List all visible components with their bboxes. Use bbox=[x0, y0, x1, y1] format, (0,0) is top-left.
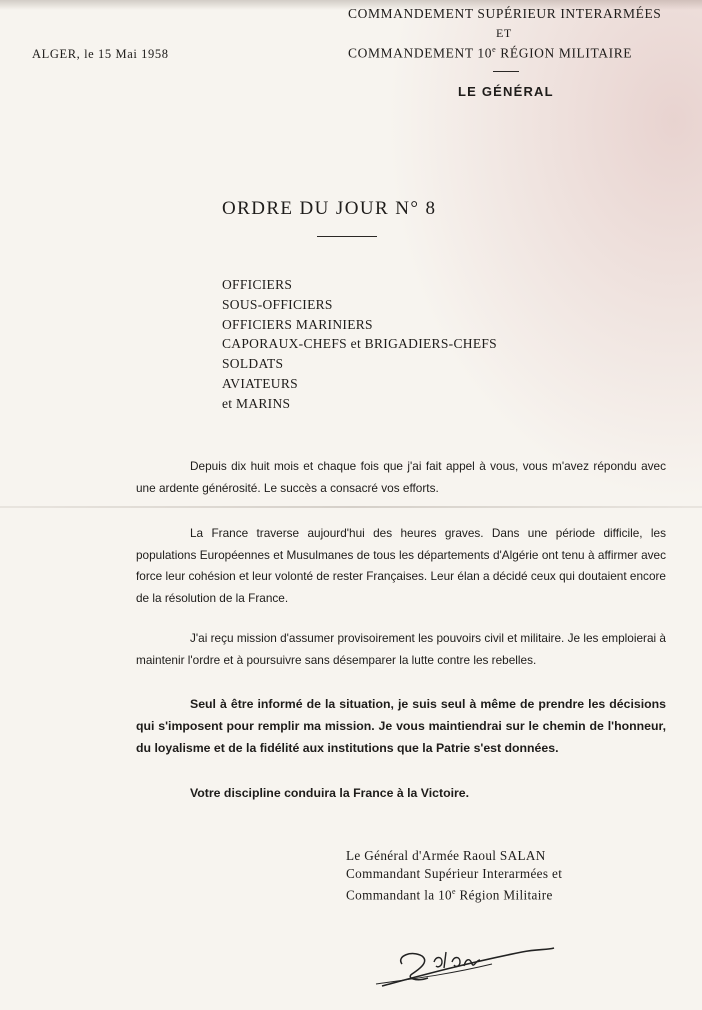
paragraph-3: J'ai reçu mission d'assumer provisoirement les pouvoirs civil et militaire. Je les emploierai à maintenir l'ordre et à poursuivre sans désemparer la lutte contre les rebelles. bbox=[136, 631, 666, 667]
signature-line-3-suffix: Région Militaire bbox=[455, 887, 553, 903]
command-line-1: COMMANDEMENT SUPÉRIEUR INTERARMÉES bbox=[348, 6, 662, 21]
addressee-item: AVIATEURS bbox=[222, 375, 298, 391]
le-general: LE GÉNÉRAL bbox=[458, 84, 554, 99]
addressee-item: OFFICIERS MARINIERS bbox=[222, 316, 373, 332]
paper-fold-line bbox=[0, 506, 702, 508]
paragraph-1: Depuis dix huit mois et chaque fois que j'ai fait appel à vous, vous m'avez répondu avec une ardente générosité. Le succès a consacré vos efforts. bbox=[136, 459, 666, 495]
addressee-item: CAPORAUX-CHEFS et BRIGADIERS-CHEFS bbox=[222, 336, 497, 352]
place-date: ALGER, le 15 Mai 1958 bbox=[32, 47, 169, 61]
page-title: ORDRE DU JOUR N° 8 bbox=[222, 198, 437, 219]
signature-line-1: Le Général d'Armée Raoul SALAN bbox=[346, 848, 546, 863]
command-line-2-sup: e bbox=[492, 45, 497, 54]
addressee-item: SOLDATS bbox=[222, 356, 284, 372]
signature-block bbox=[346, 847, 562, 904]
handwritten-signature bbox=[372, 934, 562, 994]
paragraph-2: La France traverse aujourd'hui des heures graves. Dans une période difficile, les populations Européennes et Musulmanes de tous les départements d'Algérie ont tenu à affirmer avec force leur cohésion et leur volonté de rester Françaises. Leur élan a décidé ceux qui doutaient encore de la résolution de la France. bbox=[136, 526, 666, 605]
addressee-list bbox=[222, 275, 497, 414]
closing-line: Votre discipline conduira la France à la Victoire. bbox=[190, 786, 470, 800]
command-line-2-suffix: RÉGION MILITAIRE bbox=[496, 45, 633, 61]
signature-line-3 bbox=[346, 883, 562, 904]
signature-line-3-prefix: Commandant la 10 bbox=[346, 887, 452, 903]
addressee-item: et MARINS bbox=[222, 395, 291, 411]
command-line-2-prefix: COMMANDEMENT 10 bbox=[348, 45, 493, 61]
header-rule bbox=[493, 71, 519, 72]
title-rule bbox=[317, 236, 377, 237]
addressee-item: OFFICIERS bbox=[222, 277, 293, 292]
command-et: ET bbox=[496, 26, 512, 40]
command-line-2 bbox=[348, 45, 632, 62]
addressee-item: SOUS-OFFICIERS bbox=[222, 296, 333, 312]
signature-line-3-sup: e bbox=[451, 887, 456, 896]
paragraph-4: Seul à être informé de la situation, je suis seul à même de prendre les décisions qui s'imposent pour remplir ma mission. Je vous maintiendrai sur le chemin de l'honneur, du loyalisme et de la fidélité aux institutions que la Patrie s'est données. bbox=[136, 697, 666, 755]
signature-line-2: Commandant Supérieur Interarmées et bbox=[346, 866, 563, 881]
